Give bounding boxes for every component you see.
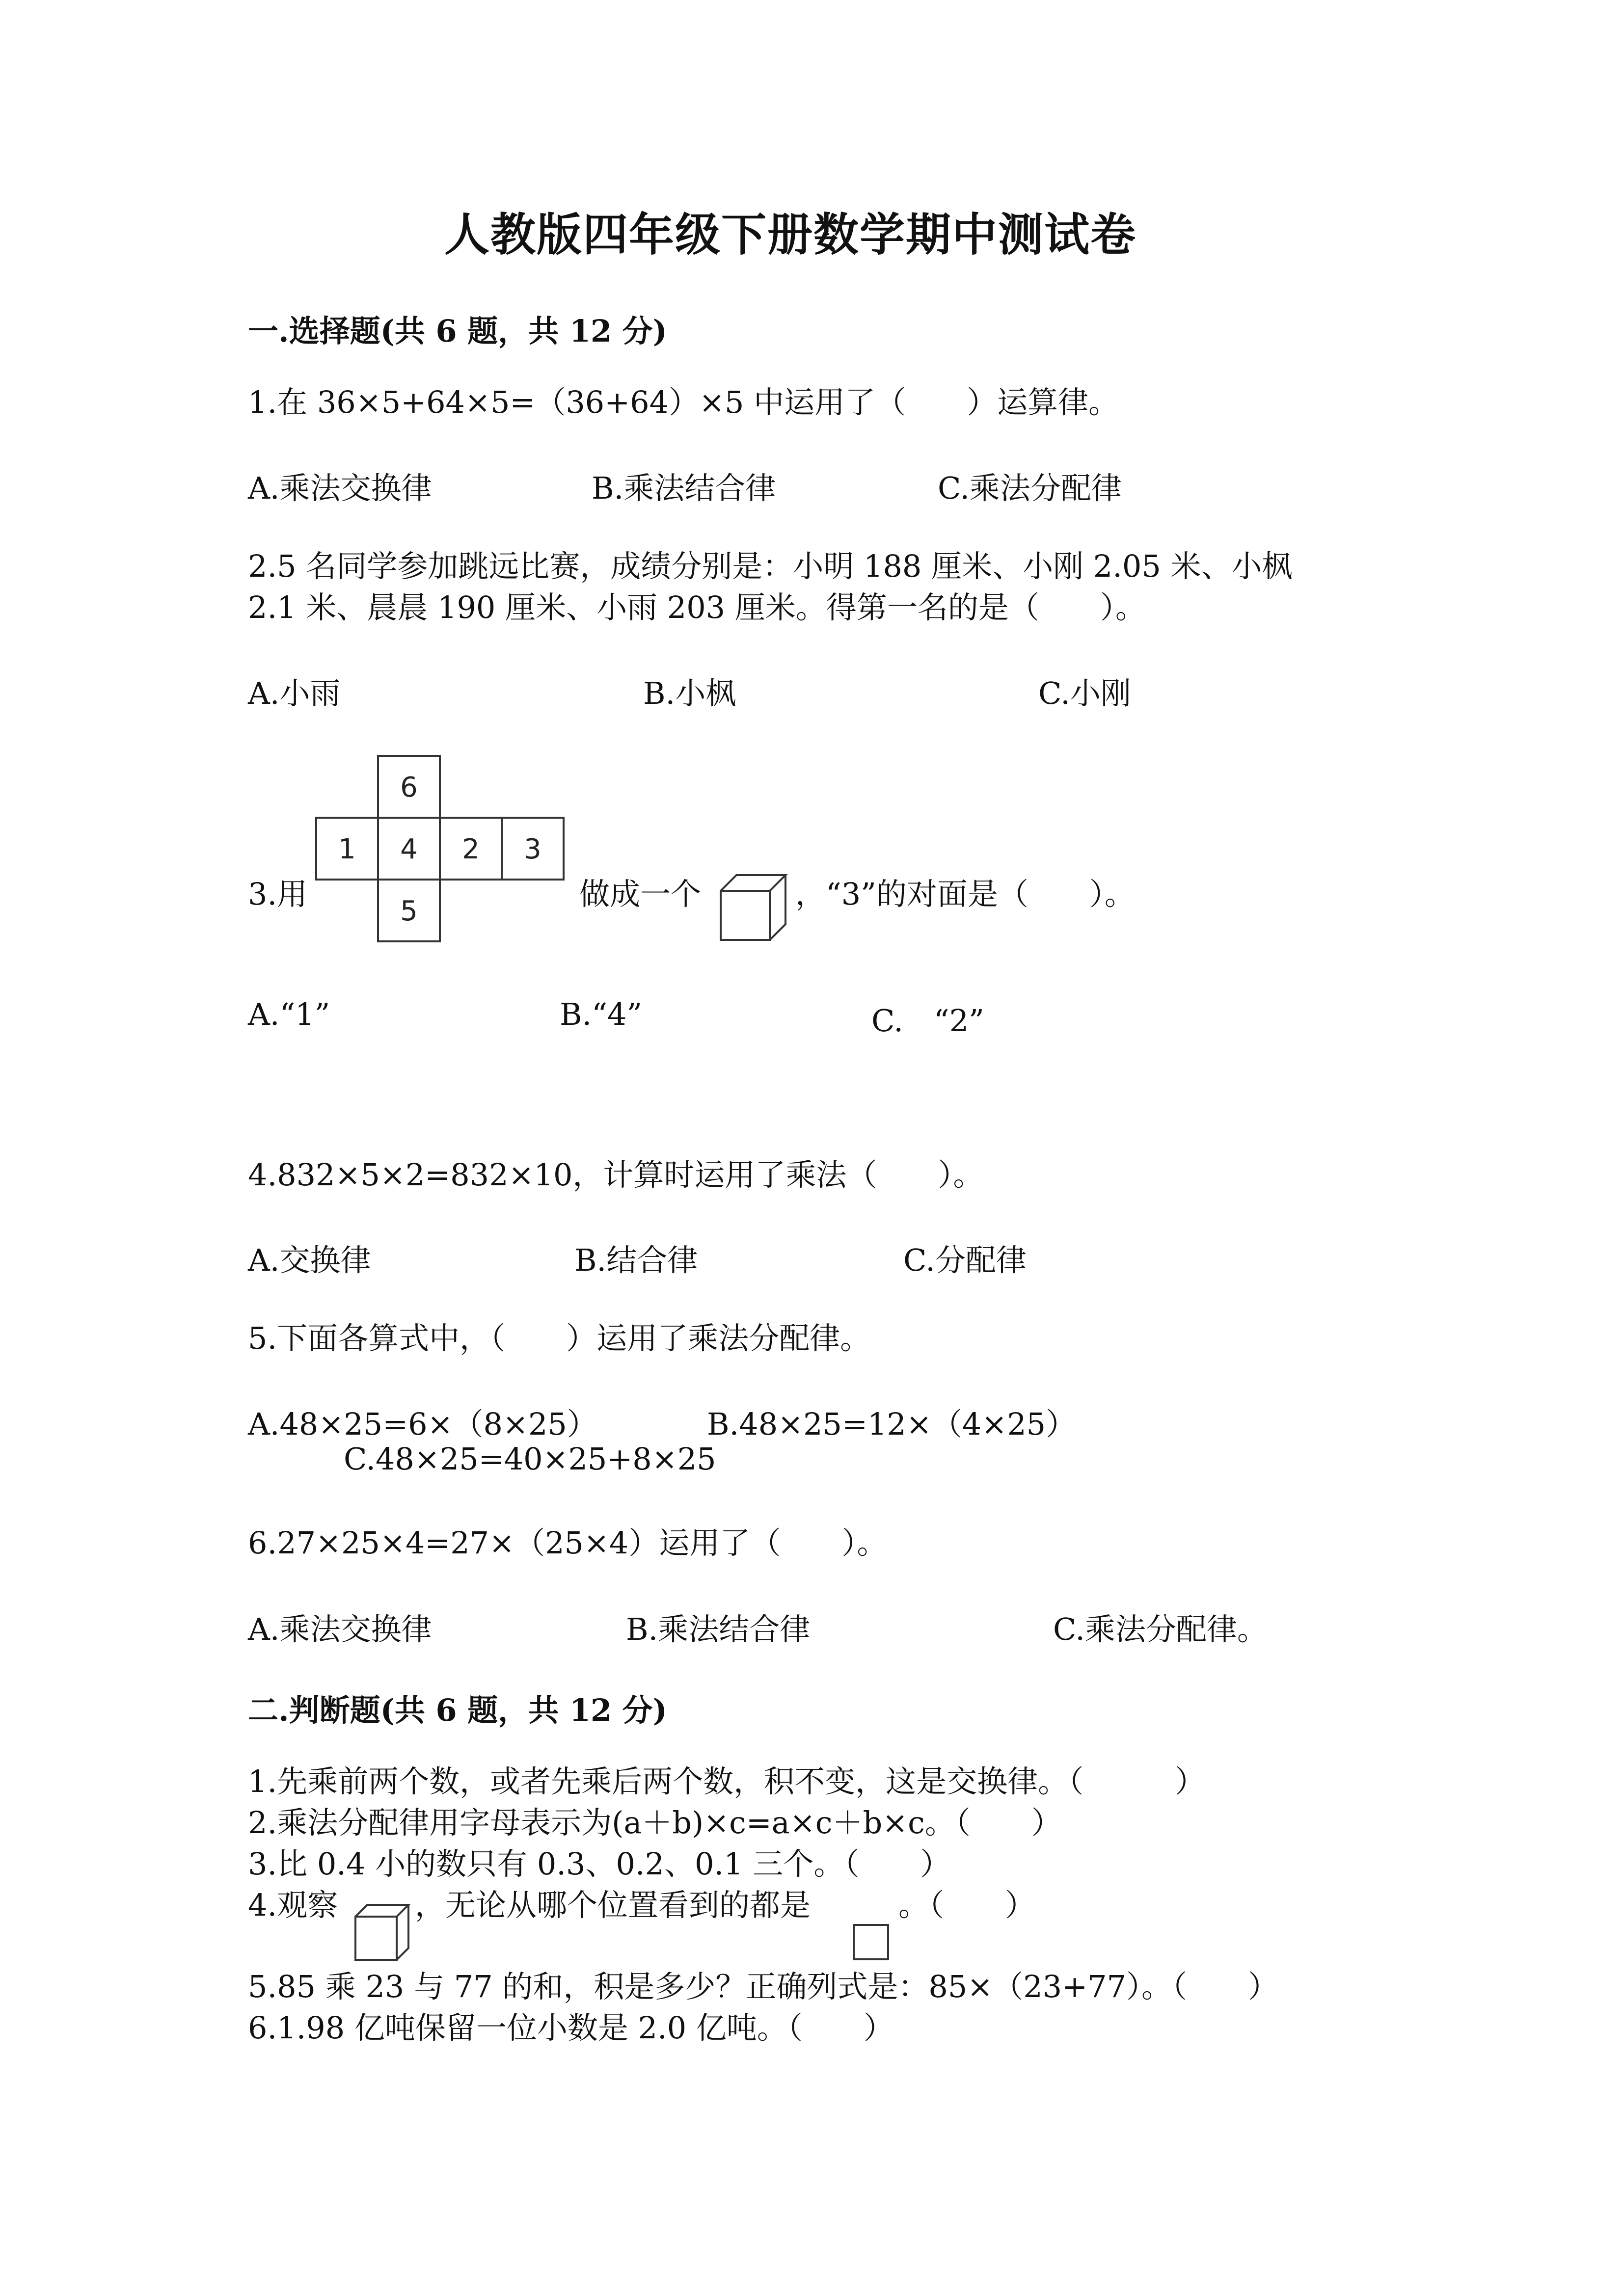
- judgement-item-4-middle: ，无论从哪个位置看到的都是: [415, 1887, 811, 1923]
- judgement-item-2: 2.乘法分配律用字母表示为(a＋b)×c=a×c＋b×c。（ ）: [248, 1805, 1062, 1841]
- q6-option-b[interactable]: B.乘法结合律: [626, 1611, 811, 1647]
- question-3-prefix: 3.用: [248, 876, 308, 912]
- q1-option-a[interactable]: A.乘法交换律: [248, 470, 432, 506]
- section-heading-judgement: 二.判断题(共 6 题，共 12 分): [248, 1692, 668, 1728]
- judgement-item-5: 5.85 乘 23 与 77 的和，积是多少？正确列式是：85×（23+77）。（ ）: [248, 1969, 1278, 2004]
- q4-option-c[interactable]: C.分配律: [903, 1242, 1027, 1278]
- q4-option-b[interactable]: B.结合律: [574, 1242, 698, 1278]
- section-heading-choice: 一.选择题(共 6 题，共 12 分): [248, 313, 668, 349]
- square-icon: [852, 1923, 891, 1962]
- judgement-item-6: 6.1.98 亿吨保留一位小数是 2.0 亿吨。（ ）: [248, 2010, 894, 2046]
- net-label-right1: 2: [462, 833, 480, 865]
- question-5-stem: 5.下面各算式中，（ ）运用了乘法分配律。: [248, 1320, 871, 1356]
- judgement-item-4-prefix: 4.观察: [248, 1887, 338, 1923]
- question-3-middle: 做成一个: [579, 876, 702, 912]
- judgement-item-3: 3.比 0.4 小的数只有 0.3、0.2、0.1 三个。（ ）: [248, 1846, 951, 1882]
- question-2-stem-line1: 2.5 名同学参加跳远比赛，成绩分别是：小明 188 厘米、小刚 2.05 米、小枫: [248, 548, 1293, 584]
- q2-option-a[interactable]: A.小雨: [248, 675, 341, 711]
- net-label-center: 4: [400, 833, 418, 865]
- question-4-stem: 4.832×5×2=832×10，计算时运用了乘法（ ）。: [248, 1157, 984, 1193]
- q3-option-a[interactable]: A.“1”: [248, 996, 330, 1032]
- question-6-stem: 6.27×25×4=27×（25×4）运用了（ ）。: [248, 1525, 888, 1561]
- q3-option-c[interactable]: C. “2”: [871, 1003, 984, 1039]
- q1-option-b[interactable]: B.乘法结合律: [592, 470, 776, 506]
- q3-option-b[interactable]: B.“4”: [560, 996, 643, 1032]
- cube-icon: [717, 871, 790, 945]
- question-2-stem-line2: 2.1 米、晨晨 190 厘米、小雨 203 厘米。得第一名的是（ ）。: [248, 589, 1146, 625]
- question-1-stem: 1.在 36×5+64×5=（36+64）×5 中运用了（ ）运算律。: [248, 384, 1119, 420]
- q1-option-c[interactable]: C.乘法分配律: [938, 470, 1122, 506]
- q6-option-a[interactable]: A.乘法交换律: [248, 1611, 432, 1647]
- net-label-left: 1: [338, 833, 356, 865]
- q4-option-a[interactable]: A.交换律: [248, 1242, 371, 1278]
- net-label-right2: 3: [524, 833, 541, 865]
- question-3-suffix: ，“3”的对面是（ ）。: [795, 876, 1135, 912]
- q2-option-c[interactable]: C.小刚: [1038, 675, 1131, 711]
- page-title: 人教版四年级下册数学期中测试卷: [444, 208, 1137, 261]
- q5-option-b[interactable]: B.48×25=12×（4×25）: [707, 1406, 1077, 1442]
- cube-icon: [352, 1902, 411, 1963]
- q5-option-c[interactable]: C.48×25=40×25+8×25: [344, 1441, 716, 1477]
- net-label-bottom: 5: [400, 895, 418, 927]
- net-label-top: 6: [400, 772, 418, 803]
- q5-option-a[interactable]: A.48×25=6×（8×25）: [248, 1406, 597, 1442]
- cube-net-diagram: [314, 756, 569, 942]
- judgement-item-4-suffix: 。（ ）: [898, 1887, 1036, 1923]
- q2-option-b[interactable]: B.小枫: [643, 675, 736, 711]
- judgement-item-1: 1.先乘前两个数，或者先乘后两个数，积不变，这是交换律。（ ）: [248, 1763, 1206, 1799]
- q6-option-c[interactable]: C.乘法分配律。: [1053, 1611, 1268, 1647]
